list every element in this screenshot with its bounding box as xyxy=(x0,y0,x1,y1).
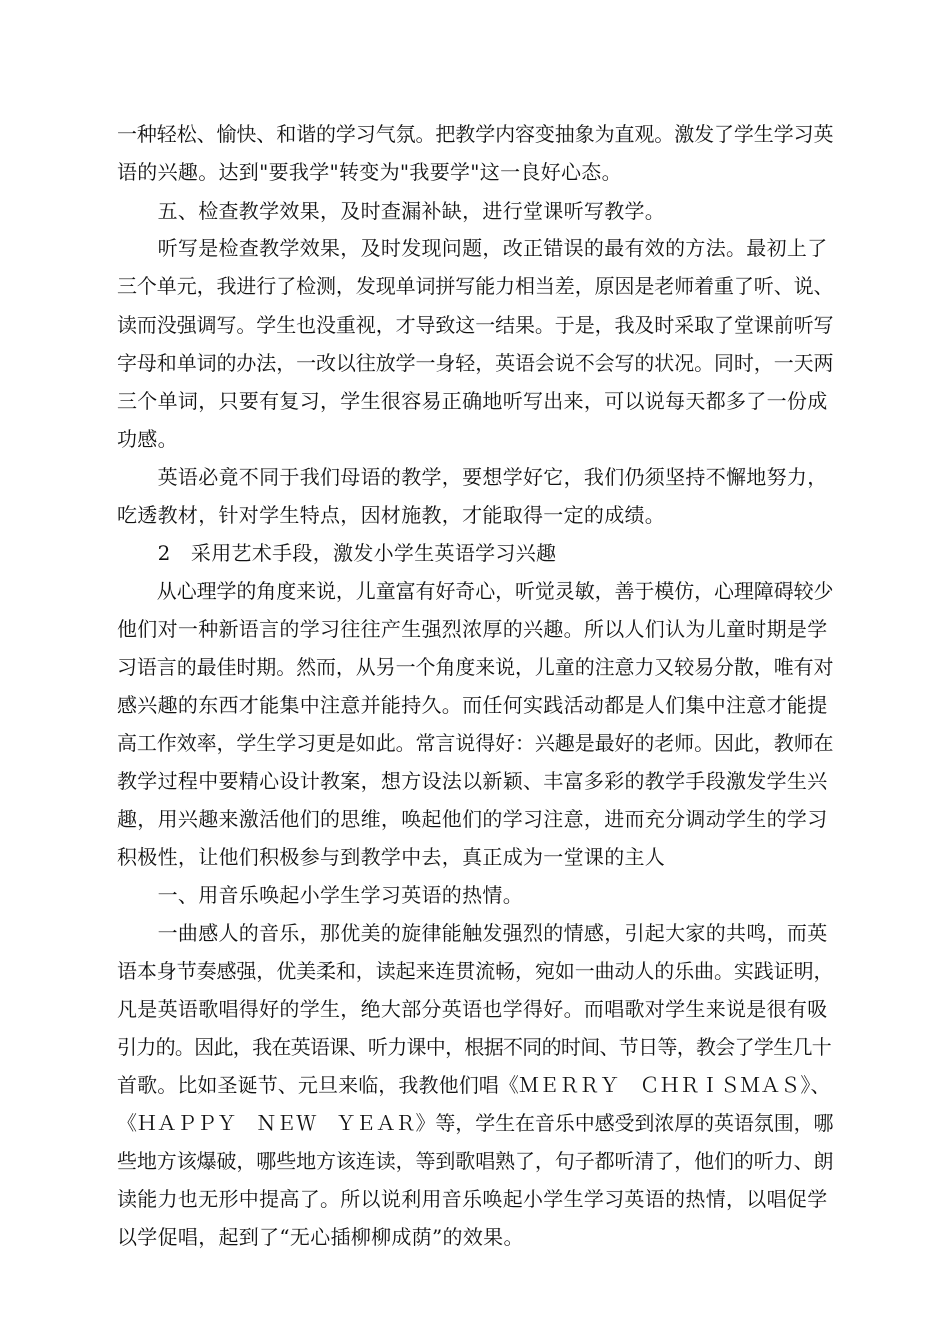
text-line: 他们对一种新语言的学习往往产生强烈浓厚的兴趣。所以人们认为儿童时期是学 xyxy=(117,617,828,641)
text-line: 功感。 xyxy=(117,427,178,451)
text-line: 语本身节奏感强，优美柔和，读起来连贯流畅，宛如一曲动人的乐曲。实践证明， xyxy=(117,959,834,983)
text-line: 听写是检查教学效果，及时发现问题，改正错误的最有效的方法。最初上了 xyxy=(117,236,828,260)
text-line: 字母和单词的办法，一改以往放学一身轻，英语会说不会写的状况。同时，一天两 xyxy=(117,351,834,375)
text-line: 语的兴趣。达到"要我学"转变为"我要学"这一良好心态。 xyxy=(117,160,622,184)
text-line: 吃透教材，针对学生特点，因材施教，才能取得一定的成绩。 xyxy=(117,503,666,527)
text-line: 从心理学的角度来说，儿童富有好奇心，听觉灵敏，善于模仿，心理障碍较少 xyxy=(117,579,834,603)
text-line: 些地方该爆破，哪些地方该连读，等到歌唱熟了，句子都听清了，他们的听力、朗 xyxy=(117,1149,834,1173)
text-line: 高工作效率，学生学习更是如此。常言说得好：兴趣是最好的老师。因此，教师在 xyxy=(117,731,834,755)
text-line: 一曲感人的音乐，那优美的旋律能触发强烈的情感，引起大家的共鸣，而英 xyxy=(117,921,828,945)
text-line: 感兴趣的东西才能集中注意并能持久。而任何实践活动都是人们集中注意才能提 xyxy=(117,693,828,717)
text-line: 引力的。因此，我在英语课、听力课中，根据不同的时间、节日等，教会了学生几十 xyxy=(117,1035,832,1059)
section-heading: 2 采用艺术手段，激发小学生英语学习兴趣 xyxy=(117,541,557,565)
text-line: 以学促唱，起到了“无心插柳柳成荫”的效果。 xyxy=(117,1225,524,1249)
text-line: 首歌。比如圣诞节、元旦来临，我教他们唱《ＭＥＲＲＹ ＣＨＲＩＳＭＡＳ》、 xyxy=(117,1073,831,1097)
text-line: 读能力也无形中提高了。所以说利用音乐唤起小学生学习英语的热情，以唱促学 xyxy=(117,1187,828,1211)
text-line: 习语言的最佳时期。然而，从另一个角度来说，儿童的注意力又较易分散，唯有对 xyxy=(117,655,834,679)
text-line: 凡是英语歌唱得好的学生，绝大部分英语也学得好。而唱歌对学生来说是很有吸 xyxy=(117,997,828,1021)
text-line: 积极性，让他们积极参与到教学中去，真正成为一堂课的主人 xyxy=(117,845,666,869)
text-line: 教学过程中要精心设计教案，想方设法以新颖、丰富多彩的教学手段激发学生兴 xyxy=(117,769,828,793)
text-line: 一种轻松、愉快、和谐的学习气氛。把教学内容变抽象为直观。激发了学生学习英 xyxy=(117,122,834,146)
text-line: 三个单词，只要有复习，学生很容易正确地听写出来，可以说每天都多了一份成 xyxy=(117,389,828,413)
text-line: 英语必竟不同于我们母语的教学，要想学好它，我们仍须坚持不懈地努力， xyxy=(117,465,828,489)
text-line: 读而没强调写。学生也没重视，才导致这一结果。于是，我及时采取了堂课前听写 xyxy=(117,313,834,337)
text-line: 趣，用兴趣来激活他们的思维，唤起他们的学习注意，进而充分调动学生的学习 xyxy=(117,807,828,831)
text-line: 《ＨＡＰＰＹ ＮＥＷ ＹＥＡＲ》等，学生在音乐中感受到浓厚的英语氛围，哪 xyxy=(117,1111,834,1135)
text-line: 三个单元，我进行了检测，发现单词拼写能力相当差，原因是老师着重了听、说、 xyxy=(117,274,834,298)
section-heading: 一、用音乐唤起小学生学习英语的热情。 xyxy=(117,883,523,907)
section-heading: 五、检查教学效果，及时查漏补缺，进行堂课听写教学。 xyxy=(117,199,666,223)
